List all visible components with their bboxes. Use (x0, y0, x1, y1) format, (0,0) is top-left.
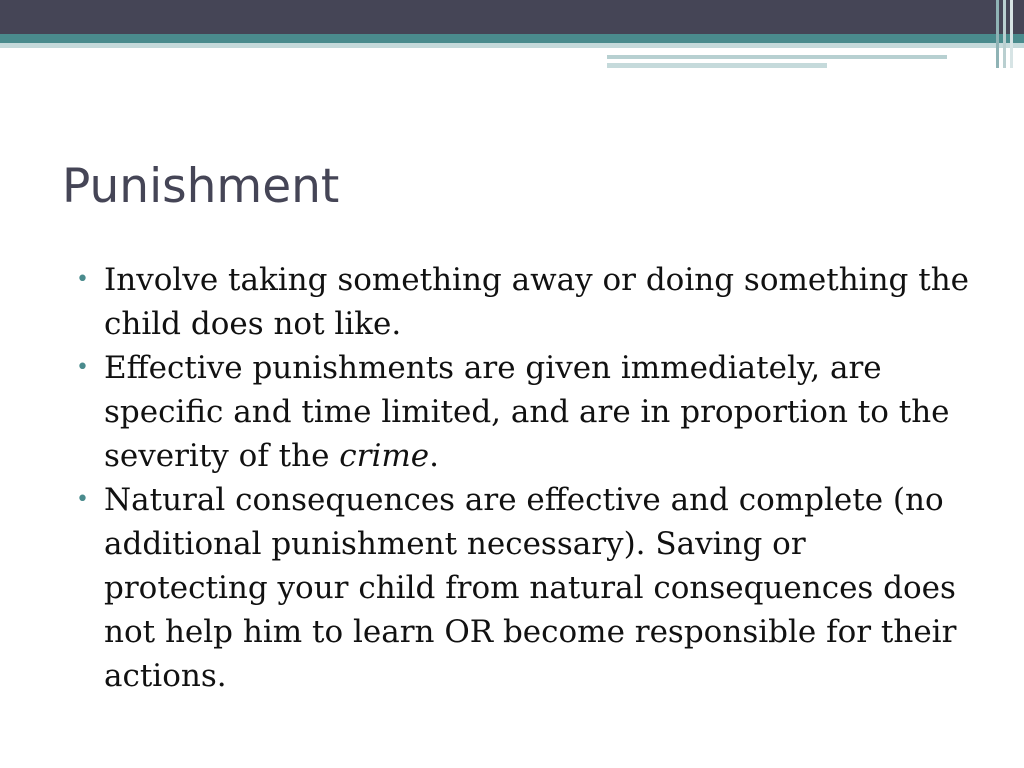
header-band-light (0, 43, 1024, 48)
bullet-dot-icon: • (76, 355, 89, 380)
header-vertical-line (1003, 0, 1006, 68)
bullet-dot-icon: • (76, 487, 89, 512)
slide-title: Punishment (62, 159, 340, 214)
header-vertical-line (1010, 0, 1013, 68)
bullet-text: Involve taking something away or doing something the child does not like. (104, 262, 970, 342)
bullet-item (74, 258, 974, 346)
bullet-item (74, 346, 974, 478)
bullet-emphasis: crime (339, 438, 430, 474)
header-band-teal (0, 34, 1024, 43)
header-accent-bar-short (607, 63, 827, 68)
bullet-item (74, 478, 974, 698)
bullet-text: Effective punishments are given immediately, are specific and time limited, and are in proportion to the severity of the (104, 350, 950, 474)
header-accent-bar (607, 55, 947, 59)
header-band-dark (0, 0, 1024, 34)
bullet-text: Natural consequences are effective and complete (no additional punishment necessary). Saving or protecting your child from natural consequences does not help him to learn OR become responsible for their actions. (104, 482, 957, 694)
bullet-list (74, 258, 974, 698)
bullet-text-end: . (429, 438, 439, 474)
bullet-dot-icon: • (76, 267, 89, 292)
header-vertical-line (996, 0, 999, 68)
